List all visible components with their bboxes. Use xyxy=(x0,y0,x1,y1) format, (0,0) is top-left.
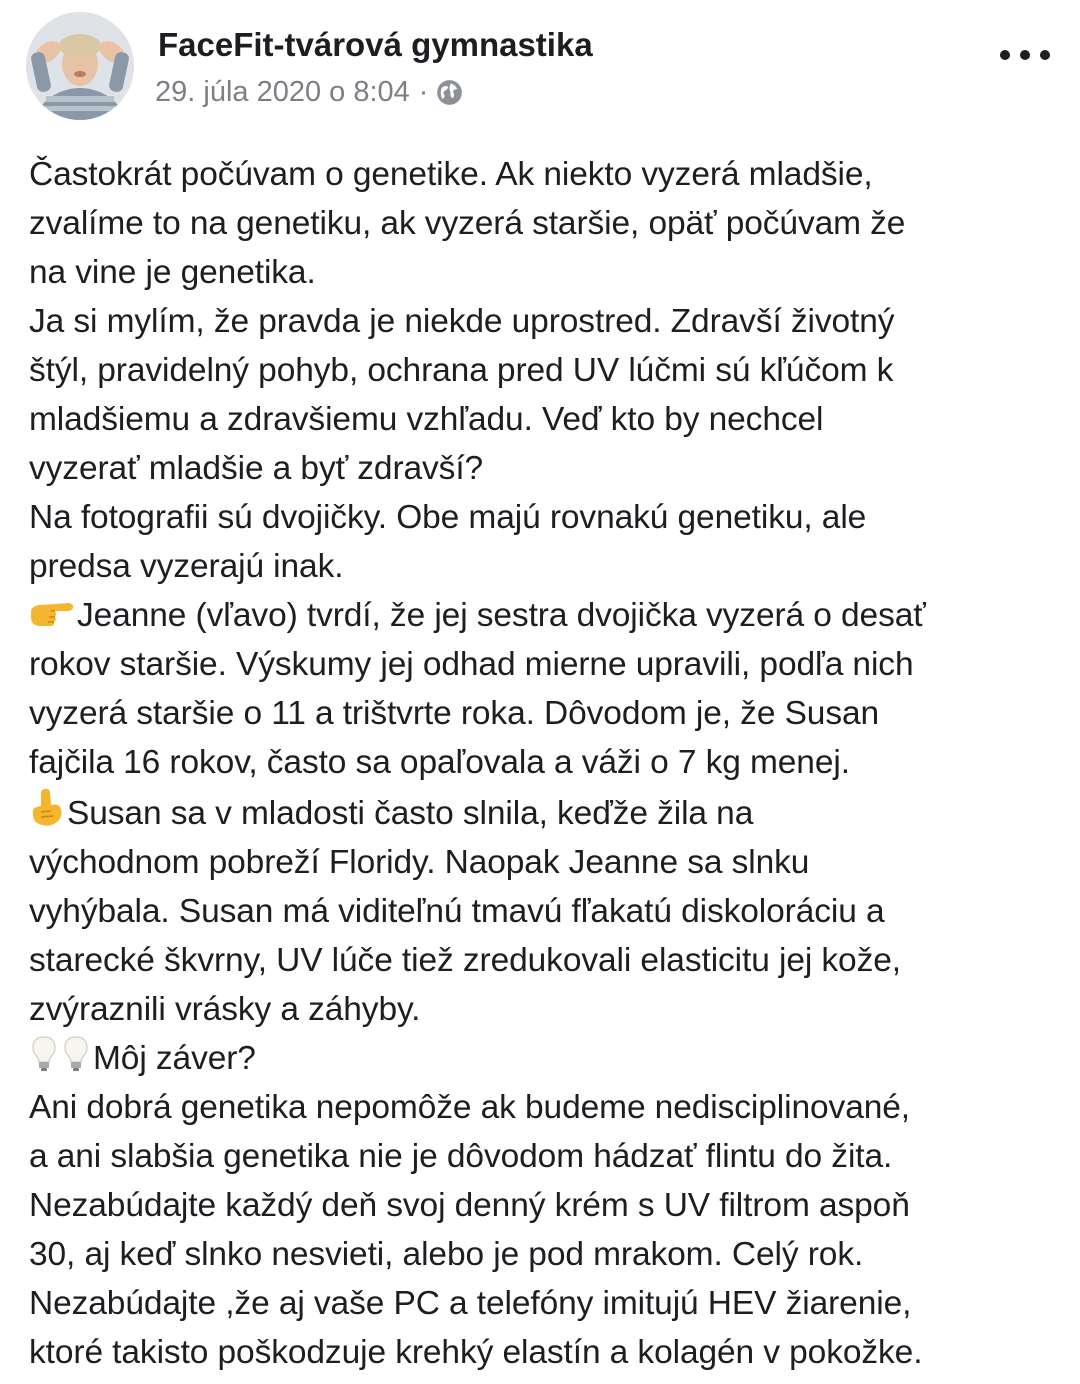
post-line: starecké škvrny, UV lúče tiež zredukovali elasticitu jej kože, xyxy=(29,942,901,979)
post-line: a ani slabšia genetika nie je dôvodom hádzať flintu do žita. xyxy=(29,1138,893,1175)
post-header xyxy=(0,0,1080,130)
post-line: Nezabúdajte ,že aj vaše PC a telefóny imitujú HEV žiarenie, xyxy=(29,1285,912,1322)
light-bulb-icon xyxy=(61,1034,91,1072)
author-name[interactable]: FaceFit-tvárová gymnastika xyxy=(158,26,593,63)
post-line: mladšiemu a zdravšiemu vzhľadu. Veď kto by nechcel xyxy=(29,401,824,438)
globe-icon[interactable] xyxy=(436,79,463,106)
post-line: Ani dobrá genetika nepomôže ak budeme nedisciplinované, xyxy=(29,1089,910,1126)
post-line: predsa vyzerajú inak. xyxy=(29,548,344,585)
post-line: na vine je genetika. xyxy=(29,254,316,291)
post-line-with-emoji xyxy=(29,787,1069,838)
backhand-index-pointing-right-icon xyxy=(29,595,75,629)
post-line: ktoré takisto poškodzuje krehký elastín a kolagén v pokožke. xyxy=(29,1334,923,1371)
post-line-with-emoji xyxy=(29,591,1069,640)
post-line: východnom pobreží Floridy. Naopak Jeanne sa slnku xyxy=(29,844,810,881)
post-line: fajčila 16 rokov, často sa opaľovala a váži o 7 kg menej. xyxy=(29,744,850,781)
post-line: Ja si mylím, že pravda je niekde uprostred. Zdravší životný xyxy=(29,303,895,340)
post-text xyxy=(29,150,1069,1377)
avatar-photo xyxy=(26,12,134,120)
post-timestamp[interactable]: 29. júla 2020 o 8:04 xyxy=(155,76,410,108)
post-line: vyzerať mladšie a byť zdravší? xyxy=(29,450,484,487)
post-line: Častokrát počúvam o genetike. Ak niekto vyzerá mladšie, xyxy=(29,156,873,193)
post-line-text: Môj záver? xyxy=(93,1040,256,1077)
post-line: štýl, pravidelný pohyb, ochrana pred UV lúčmi sú kľúčom k xyxy=(29,352,894,389)
post-meta xyxy=(155,76,463,109)
post-line-text: Susan sa v mladosti často slnila, keďže žila na xyxy=(67,795,754,832)
more-options-icon-dot xyxy=(1000,50,1010,60)
light-bulb-icon xyxy=(29,1034,59,1072)
avatar[interactable] xyxy=(26,12,134,120)
hand-pointing-up-icon xyxy=(29,787,65,827)
post-line: zvalíme to na genetiku, ak vyzerá staršie, opäť počúvam že xyxy=(29,205,906,242)
post-line: zvýraznili vrásky a záhyby. xyxy=(29,991,421,1028)
post-line: vyhýbala. Susan má viditeľnú tmavú fľakatú diskoloráciu a xyxy=(29,893,885,930)
post-line: Nezabúdajte každý deň svoj denný krém s UV filtrom aspoň xyxy=(29,1187,910,1224)
more-options-icon-dot xyxy=(1040,50,1050,60)
post-line: rokov staršie. Výskumy jej odhad mierne upravili, podľa nich xyxy=(29,646,914,683)
more-options-button[interactable] xyxy=(1000,40,1050,70)
post-line-text: Jeanne (vľavo) tvrdí, že jej sestra dvojička vyzerá o desať xyxy=(77,597,926,634)
post-line-with-emoji xyxy=(29,1034,1069,1083)
post-line: vyzerá staršie o 11 a trištvrte roka. Dôvodom je, že Susan xyxy=(29,695,880,732)
post-line: Na fotografii sú dvojičky. Obe majú rovnakú genetiku, ale xyxy=(29,499,867,536)
post-line: 30, aj keď slnko nesvieti, alebo je pod mrakom. Celý rok. xyxy=(29,1236,864,1273)
meta-separator: · xyxy=(418,76,429,108)
more-options-icon-dot xyxy=(1020,50,1030,60)
